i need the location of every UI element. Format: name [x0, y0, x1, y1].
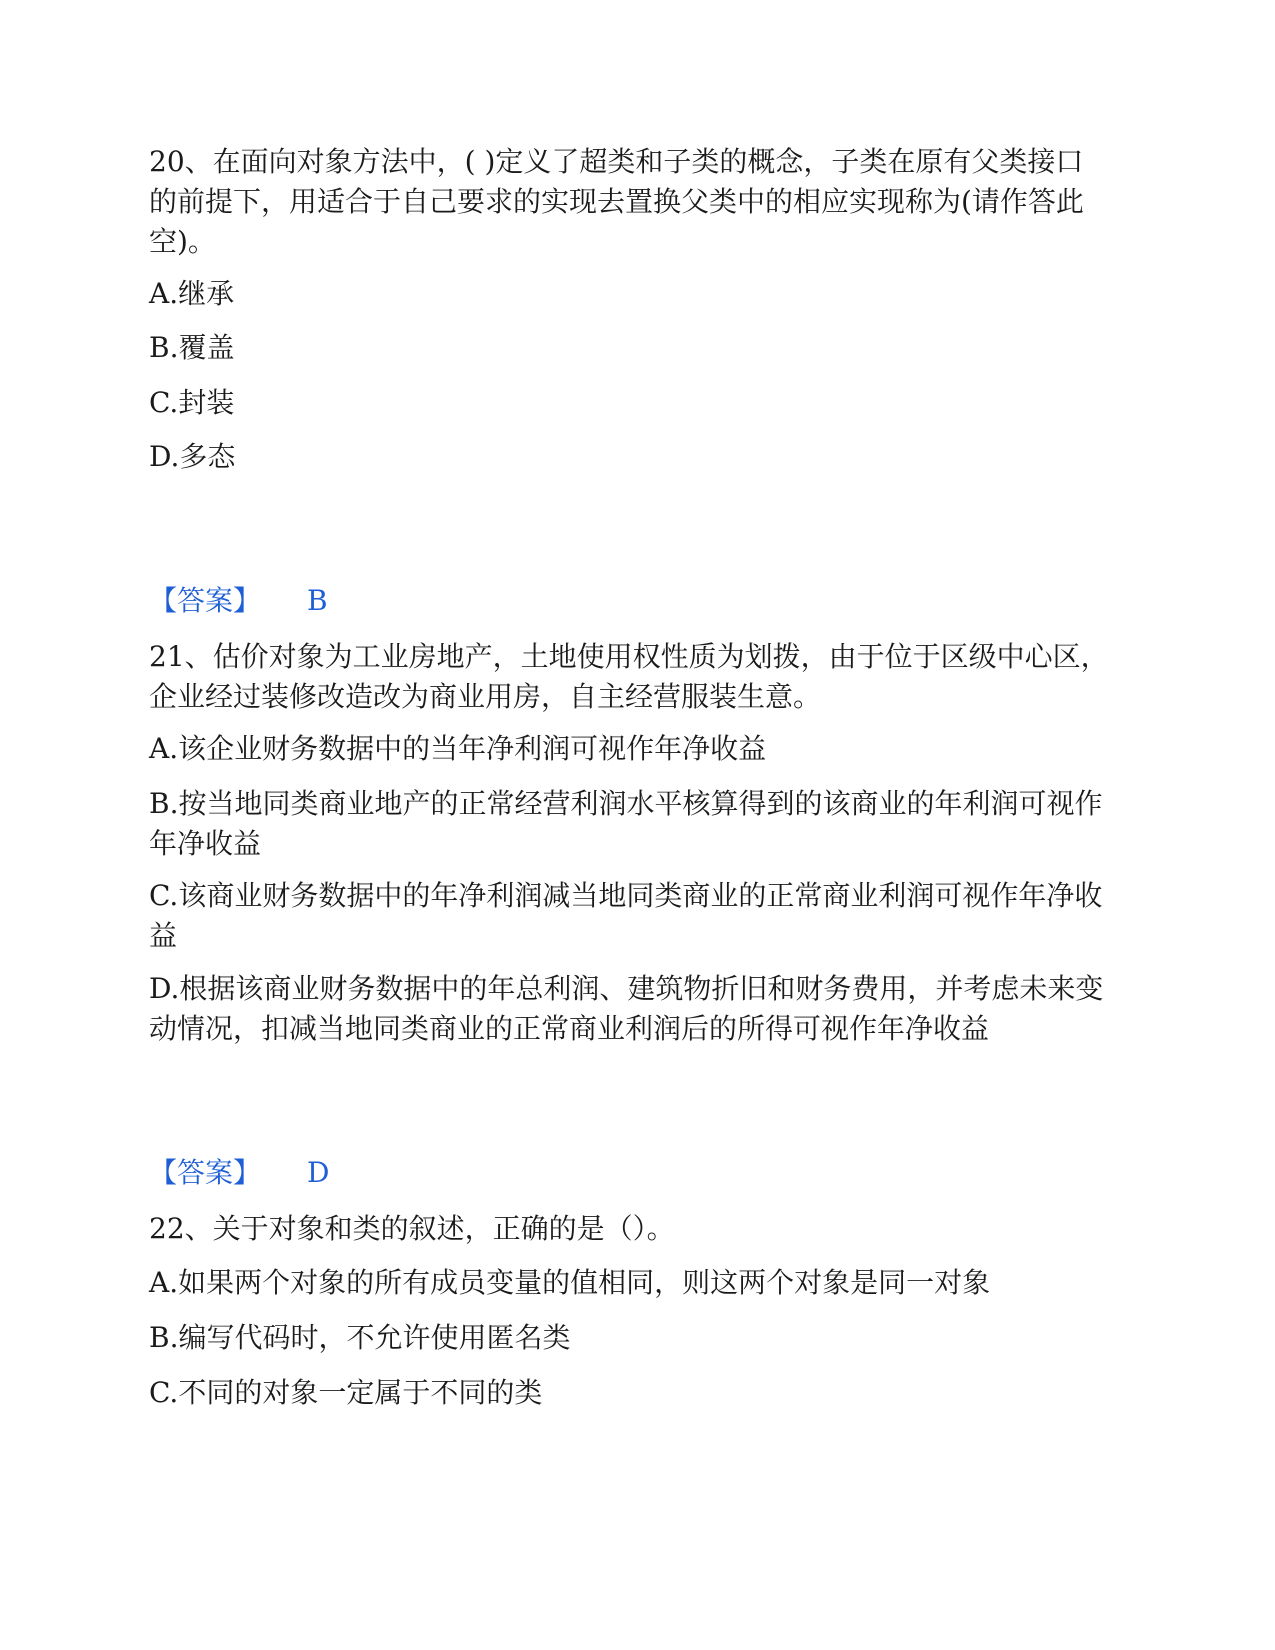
- question-22-option-b: B.编写代码时，不允许使用匿名类: [149, 1321, 571, 1354]
- question-21-option-a: A.该企业财务数据中的当年净利润可视作年净收益: [149, 732, 767, 765]
- question-22-option-a: A.如果两个对象的所有成员变量的值相同，则这两个对象是同一对象: [149, 1266, 991, 1299]
- question-22-option-c: C.不同的对象一定属于不同的类: [149, 1376, 543, 1409]
- question-21-option-b: B.按当地同类商业地产的正常经营利润水平核算得到的该商业的年利润可视作年净收益: [149, 787, 1103, 860]
- question-22-stem: 22、关于对象和类的叙述，正确的是（）。: [149, 1212, 675, 1245]
- question-21-option-d: D.根据该商业财务数据中的年总利润、建筑物折旧和财务费用，并考虑未来变动情况，扣减当地同类商业的正常商业利润后的所得可视作年净收益: [149, 972, 1104, 1045]
- question-21-answer: [149, 1153, 329, 1193]
- question-20-option-c: C.封装: [149, 386, 235, 419]
- question-20-stem: 20、在面向对象方法中，( )定义了超类和子类的概念，子类在原有父类接口的前提下，用适合于自己要求的实现去置换父类中的相应实现称为(请作答此空)。: [149, 145, 1084, 258]
- answer-label: 【答案】: [149, 1156, 262, 1189]
- question-20-answer: [149, 581, 328, 621]
- question-20-option-b: B.覆盖: [149, 331, 235, 364]
- question-20-option-d: D.多态: [149, 440, 236, 473]
- answer-letter: D: [307, 1156, 330, 1189]
- answer-label: 【答案】: [149, 584, 262, 617]
- answer-letter: B: [307, 584, 328, 617]
- question-20-option-a: A.继承: [149, 277, 235, 310]
- question-21-stem: 21、估价对象为工业房地产，土地使用权性质为划拨，由于位于区级中心区，企业经过装修改造改为商业用房，自主经营服装生意。: [149, 640, 1109, 713]
- question-21-option-c: C.该商业财务数据中的年净利润减当地同类商业的正常商业利润可视作年净收益: [149, 879, 1103, 952]
